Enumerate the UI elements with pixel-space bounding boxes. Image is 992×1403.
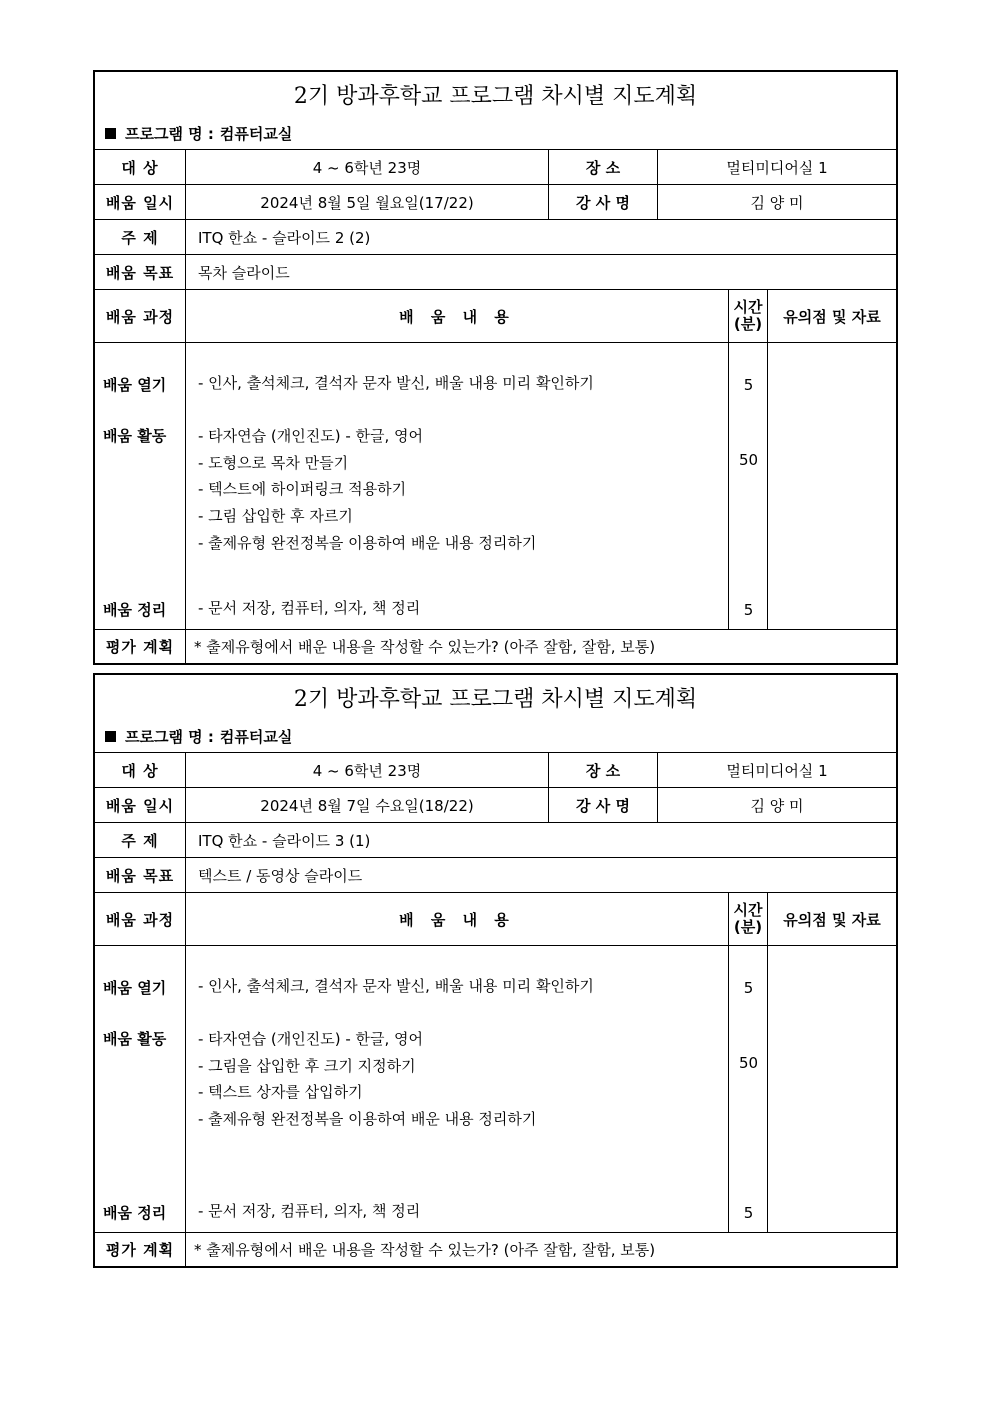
- process-header-row: [95, 290, 896, 343]
- eval-value: * 출제유형에서 배운 내용을 작성할 수 있는가? (아주 잘함, 잘함, 보통): [194, 638, 656, 656]
- program-label: 프로그램 명 :: [125, 124, 214, 143]
- date-value: 2024년 8월 5일 월요일(17/22): [186, 185, 549, 219]
- open-item: - 인사, 출석체크, 결석자 문자 발신, 배울 내용 미리 확인하기: [198, 977, 594, 995]
- teacher-value: 김 양 미: [750, 796, 804, 815]
- target-label: 대 상: [95, 753, 186, 787]
- square-bullet-icon: [105, 128, 116, 139]
- square-bullet-icon: [105, 731, 116, 742]
- stage-column: [95, 343, 186, 629]
- date-label: 배움 일시: [95, 788, 186, 822]
- process-label: 배움 과정: [95, 893, 186, 945]
- place-value: 멀티미디어실 1: [726, 761, 828, 780]
- activity-stage-label: 배움 활동: [103, 1030, 167, 1048]
- activity-time: 50: [738, 451, 759, 469]
- time-unit: (분): [733, 315, 763, 333]
- goal-row: [95, 858, 896, 893]
- program-name-row: [95, 117, 896, 150]
- close-time: 5: [743, 1204, 754, 1222]
- subject-label: 주 제: [95, 220, 186, 254]
- time-column: [729, 343, 768, 629]
- notes-column: [768, 343, 896, 629]
- content-column: [186, 343, 729, 629]
- plan-title: 2기 방과후학교 프로그램 차시별 지도계획: [293, 84, 698, 109]
- eval-row: [95, 1233, 896, 1266]
- process-label: 배움 과정: [95, 290, 186, 342]
- program-label: 프로그램 명 :: [125, 727, 214, 746]
- content-column: [186, 946, 729, 1232]
- time-label: 시간: [733, 901, 763, 919]
- date-value: 2024년 8월 7일 수요일(18/22): [186, 788, 549, 822]
- close-time: 5: [743, 601, 754, 619]
- process-body: [95, 946, 896, 1233]
- process-body: [95, 343, 896, 630]
- close-item: - 문서 저장, 컴퓨터, 의자, 책 정리: [198, 599, 421, 617]
- target-label: 대 상: [95, 150, 186, 184]
- content-label: 배 움 내 용: [186, 893, 729, 945]
- open-item: - 인사, 출석체크, 결석자 문자 발신, 배울 내용 미리 확인하기: [198, 374, 594, 392]
- activity-stage-label: 배움 활동: [103, 427, 167, 445]
- time-unit: (분): [733, 918, 763, 936]
- activity-item: - 그림 삽입한 후 자르기: [198, 507, 353, 525]
- subject-label: 주 제: [95, 823, 186, 857]
- program-name: 컴퓨터교실: [219, 124, 293, 143]
- activity-item: - 도형으로 목차 만들기: [198, 454, 349, 472]
- target-row: [95, 753, 896, 788]
- place-label: 장 소: [549, 150, 658, 184]
- activity-item: - 출제유형 완전정복을 이용하여 배운 내용 정리하기: [198, 1110, 537, 1128]
- activity-item: - 타자연습 (개인진도) - 한글, 영어: [198, 427, 424, 445]
- open-stage-label: 배움 열기: [103, 376, 167, 394]
- teacher-label: 강 사 명: [549, 185, 658, 219]
- eval-value: * 출제유형에서 배운 내용을 작성할 수 있는가? (아주 잘함, 잘함, 보통): [194, 1241, 656, 1259]
- close-stage-label: 배움 정리: [103, 1204, 167, 1222]
- eval-label: 평가 계획: [95, 1233, 186, 1266]
- process-header-row: [95, 893, 896, 946]
- teacher-label: 강 사 명: [549, 788, 658, 822]
- place-value: 멀티미디어실 1: [726, 158, 828, 177]
- subject-row: [95, 220, 896, 255]
- content-label: 배 움 내 용: [186, 290, 729, 342]
- time-column: [729, 946, 768, 1232]
- open-time: 5: [743, 376, 754, 394]
- goal-row: [95, 255, 896, 290]
- eval-label: 평가 계획: [95, 630, 186, 663]
- subject-value: ITQ 한쇼 - 슬라이드 3 (1): [198, 831, 371, 850]
- target-value: 4 ~ 6학년 23명: [186, 753, 549, 787]
- activity-time: 50: [738, 1054, 759, 1072]
- lesson-plan-2: [93, 673, 898, 1268]
- target-value: 4 ~ 6학년 23명: [186, 150, 549, 184]
- date-label: 배움 일시: [95, 185, 186, 219]
- date-row: [95, 788, 896, 823]
- stage-column: [95, 946, 186, 1232]
- subject-value: ITQ 한쇼 - 슬라이드 2 (2): [198, 228, 371, 247]
- subject-row: [95, 823, 896, 858]
- program-name-row: [95, 720, 896, 753]
- close-stage-label: 배움 정리: [103, 601, 167, 619]
- activity-item: - 타자연습 (개인진도) - 한글, 영어: [198, 1030, 424, 1048]
- target-row: [95, 150, 896, 185]
- time-header: [729, 893, 768, 945]
- program-name: 컴퓨터교실: [219, 727, 293, 746]
- eval-row: [95, 630, 896, 663]
- plan-title: 2기 방과후학교 프로그램 차시별 지도계획: [293, 687, 698, 712]
- teacher-value: 김 양 미: [750, 193, 804, 212]
- date-row: [95, 185, 896, 220]
- open-stage-label: 배움 열기: [103, 979, 167, 997]
- notes-label: 유의점 및 자료: [783, 910, 881, 929]
- notes-label: 유의점 및 자료: [783, 307, 881, 326]
- goal-value: 텍스트 / 동영상 슬라이드: [198, 866, 363, 885]
- activity-item: - 텍스트에 하이퍼링크 적용하기: [198, 480, 407, 498]
- goal-label: 배움 목표: [95, 255, 186, 289]
- lesson-plan-1: [93, 70, 898, 665]
- activity-item: - 그림을 삽입한 후 크기 지정하기: [198, 1057, 416, 1075]
- place-label: 장 소: [549, 753, 658, 787]
- activity-item: - 텍스트 상자를 삽입하기: [198, 1083, 363, 1101]
- time-label: 시간: [733, 298, 763, 316]
- activity-item: - 출제유형 완전정복을 이용하여 배운 내용 정리하기: [198, 534, 537, 552]
- open-time: 5: [743, 979, 754, 997]
- close-item: - 문서 저장, 컴퓨터, 의자, 책 정리: [198, 1202, 421, 1220]
- goal-label: 배움 목표: [95, 858, 186, 892]
- notes-column: [768, 946, 896, 1232]
- goal-value: 목차 슬라이드: [198, 263, 290, 282]
- time-header: [729, 290, 768, 342]
